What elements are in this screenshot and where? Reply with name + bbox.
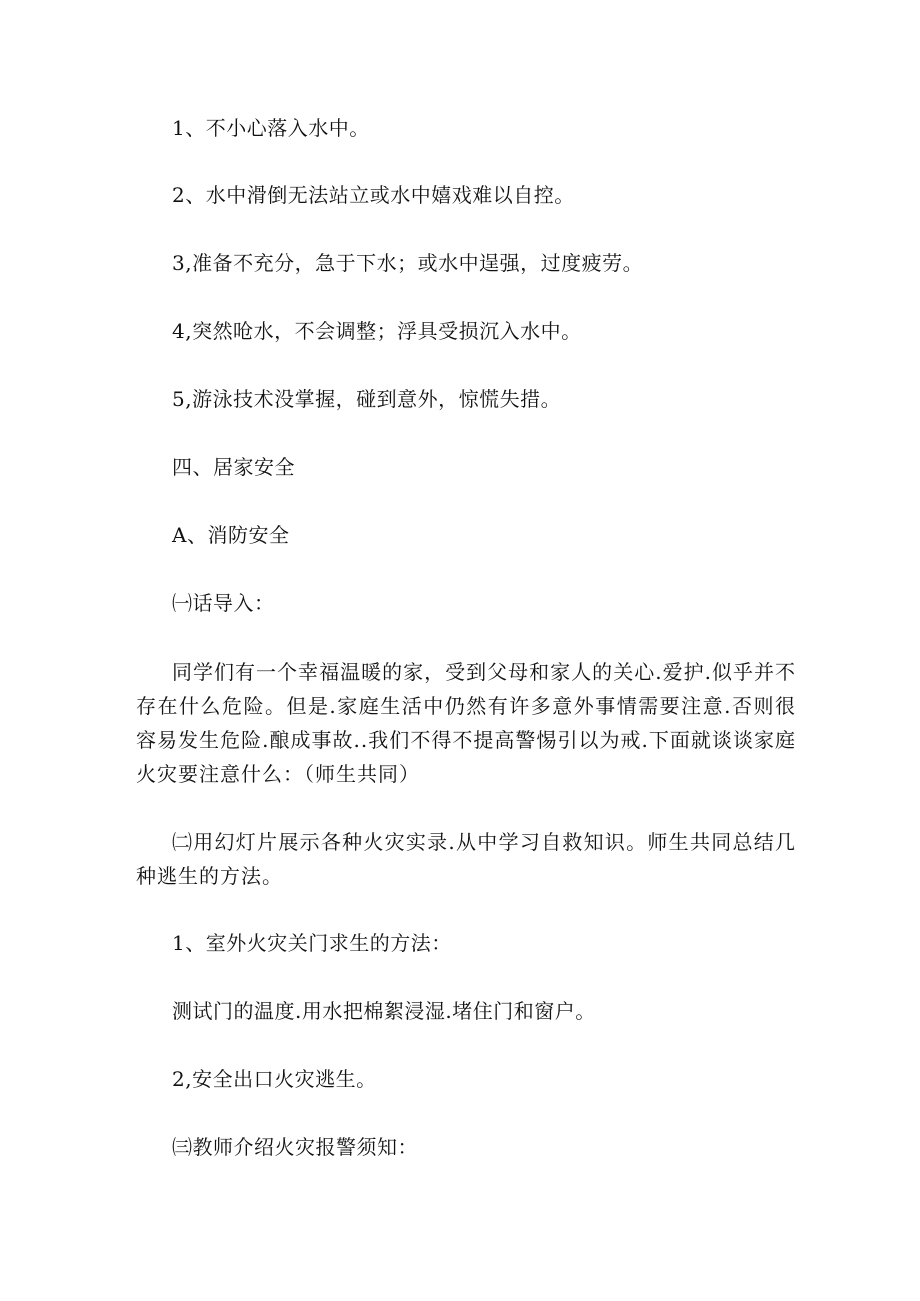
- step-heading-introduction: ㈠话导入：: [172, 591, 275, 615]
- method-heading-safe-exit: 2,安全出口火灾逃生。: [172, 1067, 377, 1091]
- method-heading-close-door: 1、室外火灾关门求生的方法：: [172, 931, 452, 955]
- method-detail-test-door: 测试门的温度.用水把棉絮浸湿.堵住门和窗户。: [172, 999, 596, 1023]
- slides-paragraph: ㈡用幻灯片展示各种火灾实录.从中学习自救知识。师生共同总结几种逃生的方法。: [136, 830, 796, 888]
- list-item-slip-in-water: 2、水中滑倒无法站立或水中嬉戏难以自控。: [172, 183, 575, 207]
- list-item-fall-into-water: 1、不小心落入水中。: [172, 116, 370, 140]
- list-item-unprepared: 3,准备不充分，急于下水；或水中逞强，过度疲劳。: [172, 251, 644, 275]
- list-item-choking: 4,突然呛水，不会调整；浮具受损沉入水中。: [172, 319, 582, 343]
- section-heading-home-safety: 四、居家安全: [172, 455, 295, 479]
- list-item-skill-lacking: 5,游泳技术没掌握，碰到意外，惊慌失措。: [172, 387, 562, 411]
- intro-paragraph: 同学们有一个幸福温暖的家，受到父母和家人的关心.爱护.似乎并不存在什么危险。但是.家庭生活中仍然有许多意外事情需要注意.否则很容易发生危险.酿成事故..我们不得不提高警惕引以为戒.下面就谈谈家庭火灾要注意什么：（师生共同）: [136, 660, 796, 786]
- subsection-heading-fire-safety: A、消防安全: [172, 523, 290, 547]
- step-heading-fire-alarm: ㈢教师介绍火灾报警须知：: [172, 1135, 418, 1159]
